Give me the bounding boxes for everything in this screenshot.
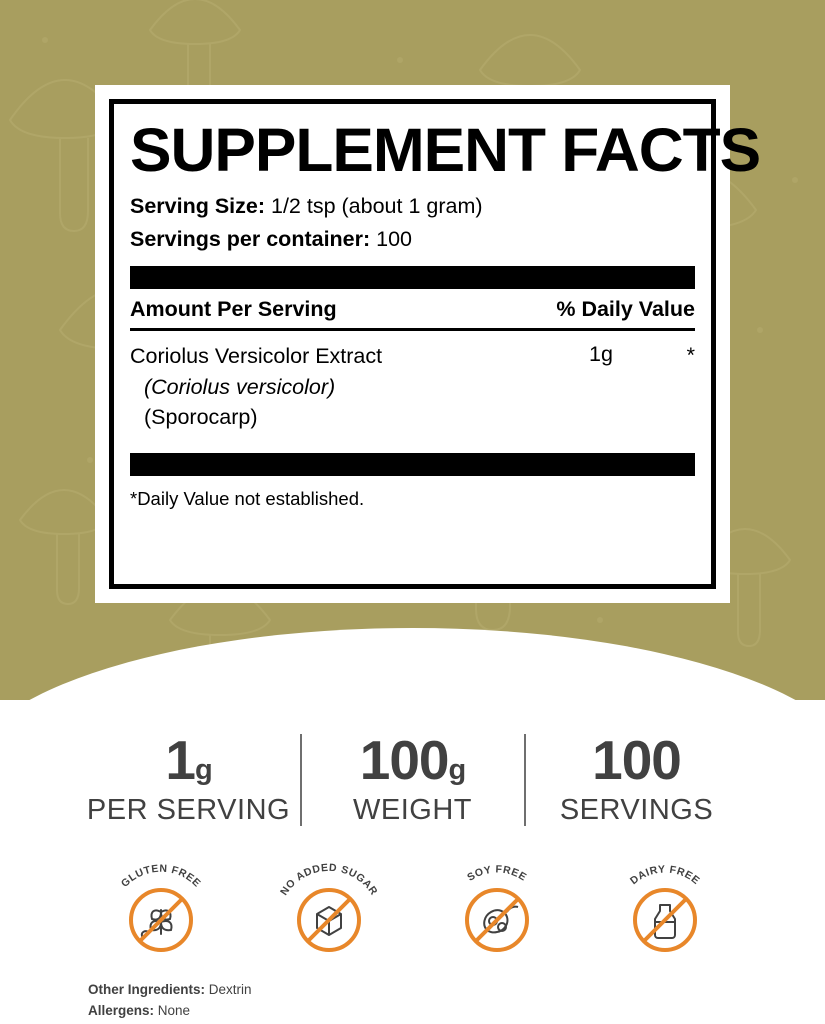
- supplement-facts-title: SUPPLEMENT FACTS: [130, 116, 761, 184]
- ingredient-names: [130, 341, 553, 433]
- stat-per-serving-unit: g: [194, 754, 212, 786]
- stat-weight-label: WEIGHT: [353, 794, 472, 826]
- stat-per-serving-value: [84, 729, 294, 791]
- stat-per-serving-label: PER SERVING: [86, 794, 291, 826]
- stat-per-serving-number: 1: [165, 729, 195, 791]
- servings-per-container-label: Servings per container:: [130, 227, 371, 252]
- ingredient-amount: 1g: [589, 342, 613, 367]
- supplement-facts-panel: [95, 85, 761, 603]
- ingredient-daily-value: *: [686, 343, 695, 368]
- other-ingredients-label: Other Ingredients:: [88, 982, 206, 997]
- amount-per-serving-header: Amount Per Serving: [130, 297, 337, 322]
- badge-dairy-free: [610, 860, 720, 965]
- certification-badges: [0, 860, 825, 965]
- badge-dairy-free-label: DAIRY FREE: [627, 863, 702, 888]
- allergens-label: Allergens:: [88, 1002, 155, 1018]
- daily-value-header: % Daily Value: [556, 297, 695, 322]
- badge-gluten-free-label: GLUTEN FREE: [118, 862, 203, 890]
- stat-servings-value: [532, 729, 742, 791]
- stat-weight: [308, 729, 518, 827]
- badge-no-added-sugar-label: NO ADDED SUGAR: [277, 861, 380, 898]
- serving-size-value: 1/2 tsp (about 1 gram): [271, 194, 483, 219]
- soy-bean-icon: [463, 886, 531, 954]
- allergens-value: None: [157, 1002, 191, 1018]
- svg-text:SOY FREE: [465, 863, 529, 883]
- milk-bottle-icon: [631, 886, 699, 954]
- stat-per-serving: [84, 729, 294, 827]
- stat-servings-label: SERVINGS: [559, 794, 714, 826]
- ingredient-latin-name: (Coriolus versicolor): [144, 374, 336, 399]
- stats-row: [0, 715, 825, 845]
- svg-text:DAIRY FREE: [627, 863, 701, 887]
- badge-no-added-sugar: [274, 860, 384, 965]
- stat-servings: [532, 729, 742, 827]
- table-header-row: [130, 289, 695, 328]
- separator-bar-top: [130, 266, 695, 289]
- stat-divider-1: [300, 734, 302, 826]
- ingredient-part: (Sporocarp): [144, 405, 258, 430]
- stat-weight-number: 100: [359, 729, 449, 791]
- table-row: [130, 331, 695, 435]
- stat-weight-unit: g: [448, 754, 466, 786]
- allergens-line: [88, 1001, 252, 1022]
- footer-ingredients: [88, 980, 252, 1022]
- stat-divider-2: [524, 734, 526, 826]
- other-ingredients-value: Dextrin: [208, 982, 252, 997]
- stat-servings-number: 100: [592, 729, 681, 791]
- badge-gluten-free: [106, 860, 216, 965]
- ingredient-name: Coriolus Versicolor Extract: [130, 344, 383, 369]
- daily-value-footnote: *Daily Value not established.: [130, 487, 365, 509]
- wheat-icon: [127, 886, 195, 954]
- other-ingredients-line: [88, 980, 252, 1001]
- badge-soy-free: [442, 860, 552, 965]
- stat-weight-value: [308, 729, 518, 791]
- sugar-cube-icon: [295, 886, 363, 954]
- servings-per-container-line: [130, 225, 695, 254]
- badge-soy-free-label: SOY FREE: [464, 863, 529, 884]
- servings-per-container-value: 100: [376, 227, 413, 252]
- serving-size-label: Serving Size:: [130, 194, 266, 219]
- serving-size-line: [130, 192, 695, 221]
- separator-bar-bottom: [130, 453, 695, 476]
- supplement-facts-border: [109, 99, 761, 589]
